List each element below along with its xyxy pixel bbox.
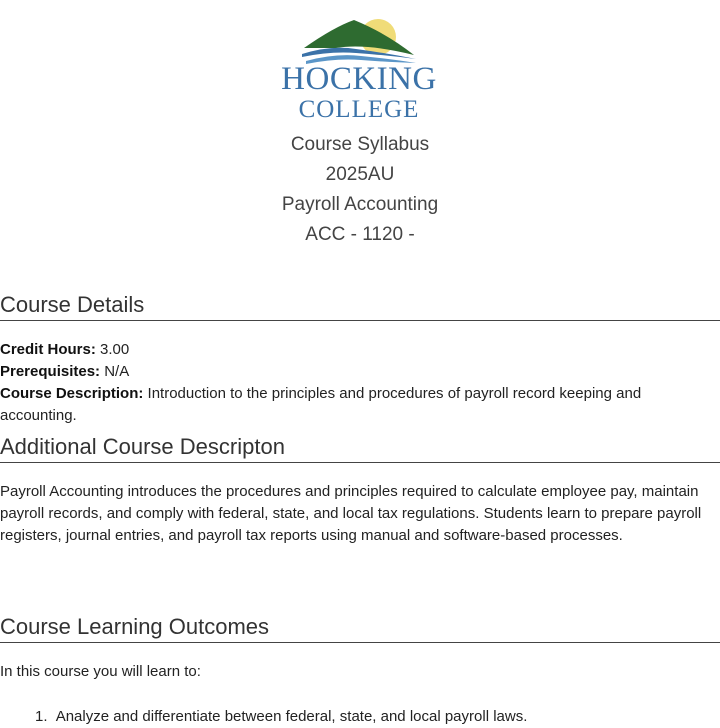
prerequisites-row [0,361,720,383]
doc-type-title: Course Syllabus [290,134,430,155]
logo-text-hocking: HOCKING [281,61,437,97]
learning-outcome-item [35,706,527,728]
course-description-value: Introduction to the principles and procedures of payroll record keeping and accounting. [0,385,642,424]
course-description-label: Course Description: [0,385,144,402]
course-details-heading: Course Details [0,292,720,321]
logo-text-college: COLLEGE [298,96,420,123]
learning-outcomes-intro: In this course you will learn to: [0,663,201,680]
outcome-text: Analyze and differentiate between federal, state, and local payroll laws. [55,708,528,725]
prerequisites-label: Prerequisites: [0,363,101,380]
course-description-row [0,383,720,427]
term-label: 2025AU [325,164,395,185]
additional-description-body: Payroll Accounting introduces the procedures and principles required to calculate employee pay, maintain payroll records, and comply with federal, state, and local tax regulations. Students learn to prepare payroll registers, journal entries, and payroll tax reports using manual and software-based processes. [0,483,702,544]
college-logo [276,15,442,125]
learning-outcomes-heading: Course Learning Outcomes [0,614,720,643]
course-title: Payroll Accounting [281,194,439,215]
outcome-number: 1. [35,708,48,725]
course-code: ACC - 1120 - [305,224,415,245]
credit-hours-row [0,339,720,361]
prerequisites-value: N/A [104,363,130,380]
credit-hours-value: 3.00 [100,341,130,358]
additional-description-heading: Additional Course Descripton [0,434,720,463]
credit-hours-label: Credit Hours: [0,341,96,358]
mountain-sun-water-icon [276,15,442,65]
